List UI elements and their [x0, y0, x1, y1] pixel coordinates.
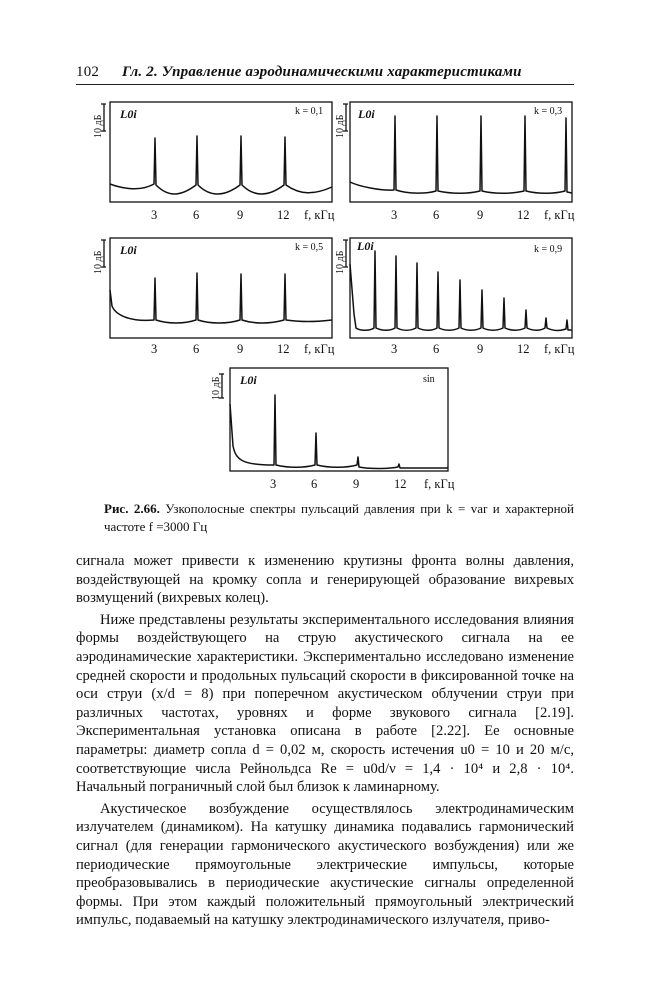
- spectrum-panel-k01: [88, 96, 340, 228]
- spectrum-curve: [110, 136, 332, 194]
- x-tick-3: 3: [151, 208, 158, 222]
- spectrum-panel-sin: [198, 364, 458, 496]
- x-tick-12: 12: [517, 342, 530, 356]
- level-label: L0i: [357, 239, 374, 253]
- x-axis-label: f, кГц: [304, 342, 335, 356]
- plot-frame: [110, 102, 332, 202]
- paragraph-1: сигнала может привести к изменению крутизны фронта волны давления, воздействующей на кромку сопла и генерирующей образование вихревых возмущений (вихревых колец).: [76, 553, 574, 607]
- x-tick-9: 9: [477, 342, 484, 356]
- panel-label: k = 0,1: [295, 106, 324, 117]
- paragraph-3: Акустическое возбуждение осуществлялось электродинамическим излучателем (динамиком). На катушку динамика подавались гармонический сигнал (для генерации гармонического акустического возбуждения) или же периодические прямоугольные электрические импульсы, которые преобразовывались в периодические акустические сигналы определенной формы. При этом каждый положительный прямоугольный электрический импульс, подаваемый на катушку электродинамического излучателя, приво-: [76, 800, 574, 929]
- x-axis-label: f, кГц: [304, 208, 335, 222]
- body-text: [76, 552, 574, 930]
- spectrum-panel-k03: [330, 96, 582, 228]
- spectrum-curve: [110, 273, 332, 323]
- x-tick-3: 3: [391, 342, 398, 356]
- x-axis-label: f, кГц: [544, 342, 575, 356]
- db-scale-label: 10 дБ: [93, 114, 104, 138]
- panel-label: sin: [423, 374, 435, 385]
- figure-caption: [104, 500, 574, 536]
- spectrum-curve: [350, 251, 572, 330]
- running-title: Гл. 2. Управление аэродинамическими характеристиками: [122, 64, 522, 80]
- x-tick-3: 3: [151, 342, 158, 356]
- plot-frame: [230, 368, 448, 471]
- caption-text: Узкополосные спектры пульсаций давления при k = var и характерной частоте f =3000 Гц: [104, 501, 575, 534]
- x-tick-12: 12: [277, 342, 290, 356]
- x-tick-3: 3: [270, 477, 277, 491]
- x-tick-6: 6: [433, 208, 440, 222]
- x-tick-9: 9: [353, 477, 360, 491]
- spectrum-panel-k09: [330, 232, 582, 362]
- x-tick-9: 9: [237, 342, 244, 356]
- x-tick-9: 9: [237, 208, 244, 222]
- level-label: L0i: [358, 107, 375, 121]
- panel-label: k = 0,3: [534, 106, 563, 117]
- x-tick-12: 12: [277, 208, 290, 222]
- page-number: 102: [76, 64, 100, 80]
- db-scale-label: 10 дБ: [93, 250, 104, 274]
- x-tick-12: 12: [517, 208, 530, 222]
- plot-frame: [350, 102, 572, 202]
- x-tick-9: 9: [477, 208, 484, 222]
- x-axis-label: f, кГц: [544, 208, 575, 222]
- running-header: [76, 62, 574, 84]
- x-tick-6: 6: [311, 477, 318, 491]
- panel-label: k = 0,9: [534, 244, 563, 255]
- x-tick-6: 6: [193, 208, 200, 222]
- spectrum-curve: [230, 395, 448, 469]
- panel-label: k = 0,5: [295, 242, 324, 253]
- spectrum-curve: [350, 116, 572, 193]
- level-label: L0i: [120, 243, 137, 257]
- db-scale-label: 10 дБ: [335, 250, 346, 274]
- x-tick-6: 6: [433, 342, 440, 356]
- x-tick-3: 3: [391, 208, 398, 222]
- paragraph-2: Ниже представлены результаты экспериментального исследования влияния формы воздействующего на струю акустического сигнала на ее аэродинамические характеристики. Экспериментально исследовано изменение средней скорости и продольных пульсаций скорости в фиксированной точке на оси струи (x/d = 8) при поперечном акустическом облучении струи при различных частотах, уровнях и форме звукового сигнала [2.19]. Экспериментальная установка описана в работе [2.22]. Ее основные параметры: диаметр сопла d = 0,02 м, скорость истечения u0 = 10 и 20 м/с, соответствующие числа Рейнольдса Re = u0d/ν = 1,4 · 10⁴ и 2,8 · 10⁴. Начальный пограничный слой был близок к ламинарному.: [76, 611, 574, 796]
- level-label: L0i: [240, 373, 257, 387]
- db-scale-label: 10 дБ: [335, 114, 346, 138]
- x-axis-label: f, кГц: [424, 477, 455, 491]
- figure-number: Рис. 2.66.: [104, 501, 160, 516]
- x-tick-6: 6: [193, 342, 200, 356]
- level-label: L0i: [120, 107, 137, 121]
- db-scale-label: 10 дБ: [211, 376, 222, 400]
- spectrum-panel-k05: [88, 232, 340, 362]
- x-tick-12: 12: [394, 477, 407, 491]
- header-rule: [76, 84, 574, 85]
